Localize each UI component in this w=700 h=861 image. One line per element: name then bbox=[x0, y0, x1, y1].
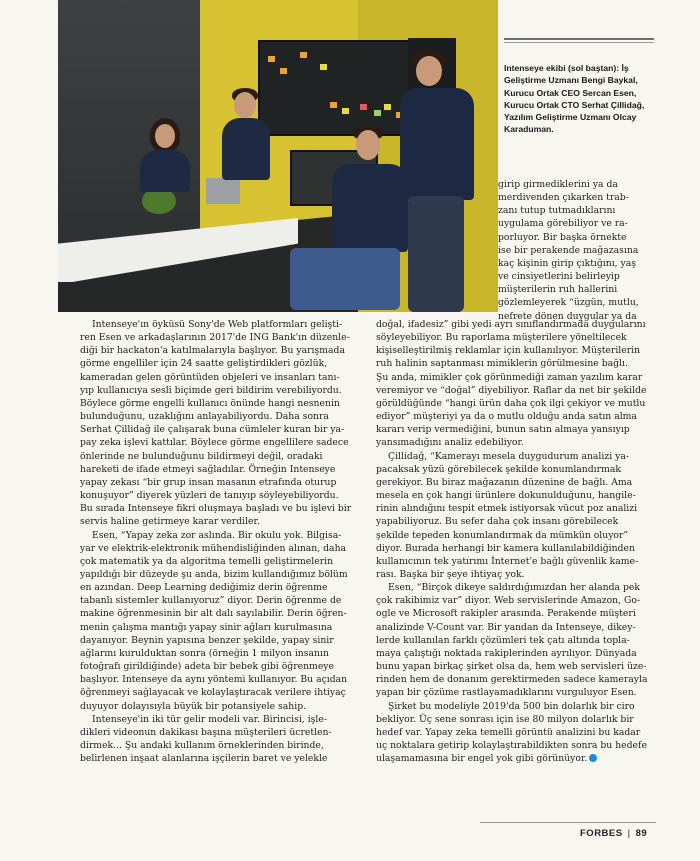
person-3-face bbox=[356, 130, 380, 160]
article-column-right bbox=[376, 318, 662, 765]
page-number: 89 bbox=[635, 828, 648, 839]
text-line: çok matematik ya da algoritma temelli geliştirmelerin bbox=[80, 555, 334, 567]
text-line: girip girmediklerini ya da bbox=[498, 179, 618, 190]
text-line: çok rakibimiz var” diyor. Web servislerinde Amazon, Go- bbox=[376, 595, 641, 607]
text-line: ren Esen ve arkadaşlarının 2017'de ING Bank'ın düzenle- bbox=[80, 332, 350, 344]
person-3-jeans bbox=[290, 248, 400, 310]
text-line: uç noktalara getirip kolaylaştırabildikten sonra bu hedefe bbox=[376, 740, 647, 751]
text-line: gözlemleyerek “üzgün, mutlu, bbox=[498, 297, 639, 309]
text-line: önlerinde ne bulunduğunu bildirmeyi değil, oradaki bbox=[80, 450, 323, 462]
text-line: porluyor. Bir başka örnekte bbox=[498, 231, 627, 243]
text-line: söyleyebiliyor. Bu raporlama müşterilere yöneltilecek bbox=[376, 332, 627, 344]
text-line: uygulama görebiliyor ve ra- bbox=[498, 218, 628, 230]
text-line: makine öğrenmesinin bir alt dalı sayılabilir. Derin öğren- bbox=[80, 608, 347, 620]
text-line: analizinde V-Count var. Bir yandan da Intenseye, dikey- bbox=[376, 621, 636, 633]
text-line: zanı tutup tutmadıklarını bbox=[498, 205, 616, 217]
text-line: başlıyor. Intenseye da aynı yöntemi kullanıyor. Bu açıdan bbox=[80, 674, 348, 686]
text-line: Şu anda, mimikler çok görünmediği zaman yazılım karar bbox=[376, 371, 643, 383]
text-line: duyuyor dolayısıyla büyük bir potansiyele sahip. bbox=[80, 700, 307, 712]
text-line: Böylece görme engelli kullanıcı önünde hangi nesnenin bbox=[80, 397, 340, 409]
text-line: yapay zekası “bir grup insan masanın etrafında oturup bbox=[80, 476, 337, 488]
article-column-right-top bbox=[498, 178, 662, 323]
text-line: yansımadığını analiz edebiliyor. bbox=[376, 437, 524, 449]
text-line: ağlarını kurulduktan sonra (örneğin 1 milyon insanın bbox=[80, 647, 329, 659]
text-line: Bu sırada Intenseye fikri oluşmaya başladı ve bu işlevi bir bbox=[80, 503, 352, 515]
kanban-board bbox=[258, 40, 410, 136]
person-4-face bbox=[416, 56, 442, 86]
text-line: ediyor” müşteriyi ya da o mutlu olduğu anda satın alma bbox=[376, 411, 637, 423]
text-line: müşterilerin ruh hallerini bbox=[498, 284, 618, 296]
text-line: diyor. Burada herhangi bir kamera kullanılabildiğinden bbox=[376, 542, 635, 554]
text-line: kişiselleştirilmiş reklamlar için kullanılıyor. Müşterilerin bbox=[376, 345, 641, 357]
text-line: Şirket bu modeliyle 2019'da 500 bin dolarlık bir ciro bbox=[388, 700, 635, 712]
end-of-article-icon bbox=[589, 754, 597, 762]
text-line: şekilde tepeden konumlandırmak da mümkün oluyor” bbox=[376, 529, 629, 541]
text-line: hedef var. Yapay zeka temelli görüntü analizini bu kadar bbox=[376, 726, 641, 738]
text-line: kameradan gelen görüntüden objeleri ve insanları tanı- bbox=[80, 371, 340, 383]
text-line: tabanlı sistemler kullanıyoruz” diyor. Derin öğrenme de bbox=[80, 595, 342, 607]
text-line: görme engelliler için 24 saatte geliştirdikleri gözlük, bbox=[80, 358, 328, 370]
text-line: Çillidağ, “Kamerayı mesela duygudurum analizi ya- bbox=[388, 450, 629, 462]
text-line: menin çalışma mantığı yapay sinir ağları kurulmasına bbox=[80, 621, 333, 633]
person-1-face bbox=[155, 124, 175, 148]
laptop bbox=[206, 178, 240, 204]
text-line: yapıldığı bir düzeyde şu anda, bizim kullandığımız bölüm bbox=[80, 568, 348, 580]
person-4-shirt bbox=[400, 88, 474, 200]
text-line: yar ve elektrik-elektronik mühendisliğinden alınan, daha bbox=[80, 542, 347, 554]
footer-rule bbox=[480, 822, 656, 823]
page-footer bbox=[580, 828, 647, 839]
text-line: maya çalıştığı noktada rakiplerinden ayrılıyor. Dünyada bbox=[376, 647, 637, 659]
text-line: öğrenmeyi sağlayacak ve kolaylaştıracak verilere ihtiyaç bbox=[80, 687, 346, 699]
text-line: ruh halinin saptanması mimiklerin görülmesine bağlı. bbox=[376, 358, 628, 370]
text-line: veremiyor ve “doğal” diyebiliyor. Raflar da net bir şekilde bbox=[376, 384, 647, 396]
text-line: pacaksak yüzü görebilecek şekilde konumlandırmak bbox=[376, 463, 621, 475]
text-line: gerekiyor. Bu biraz mağazanın düzenine de bağlı. Ama bbox=[376, 476, 633, 488]
text-line: ise bir perakende mağazasına bbox=[498, 244, 639, 256]
caption-rule-thin bbox=[504, 42, 654, 43]
text-line: rinin alındığını tespit etmek istiyorsak vücut poz analizi bbox=[376, 503, 638, 515]
text-line: Esen, “Birçok dikeye saldırdığımızdan her alanda pek bbox=[388, 582, 640, 594]
text-line: Esen, “Yapay zeka zor aslında. Bir okulu yok. Bilgisa- bbox=[92, 529, 342, 541]
text-line: Intenseye'ın öyküsü Sony'de Web platformları gelişti- bbox=[92, 319, 343, 330]
text-line: yapabiliyoruz. Bu sefer daha çok insanı görebilecek bbox=[376, 516, 619, 528]
text-line: Serhat Çillidağ ile çalışarak buna cümleler kuran bir ya- bbox=[80, 424, 345, 436]
text-line: bulunduğunu, uzaklığını anlayabiliyordu. Daha sonra bbox=[80, 411, 329, 423]
text-line: dikleri videonun dakikası başına müşterileri ücretlen- bbox=[80, 726, 332, 738]
text-line: dirmek... Şu andaki kullanım örneklerinden birinde, bbox=[80, 740, 324, 751]
text-line: nefrete dönen duygular ya da bbox=[498, 310, 637, 322]
text-line: rinden hem de donanım gerektirmeden sadece kamerayla bbox=[376, 674, 648, 686]
text-line: mesela en çok hangi ürünlere dokunulduğunu, hangile- bbox=[376, 490, 636, 502]
text-line: lerde kullanılan farklı çözümleri tek çatı altında topla- bbox=[376, 634, 630, 646]
text-line: yıp kullanıcıya sesli biçimde geri bildirim verebiliyordu. bbox=[80, 384, 342, 396]
caption-rule bbox=[504, 38, 654, 40]
text-line: ulaşamamasına bir engel yok gibi görünüyor. bbox=[376, 752, 662, 765]
text-line: kararı verip vermediğini, bunun satın almaya yansıyıp bbox=[376, 424, 630, 436]
text-line: hareketi de ifade etmeyi sağladılar. Örneğin Intenseye bbox=[80, 463, 336, 475]
footer-separator: | bbox=[627, 828, 631, 839]
text-line: kaç kişinin girip çıktığını, yaş bbox=[498, 257, 637, 269]
photo-caption: Intenseye ekibi (sol baştan): İş Geliştirme Uzmanı Bengi Baykal, Kurucu Ortak CEO Sercan Esen, Kurucu Ortak CTO Serhat Çillidağ, Yazılım Geliştirme Uzmanı Olcay Karaduman. bbox=[504, 63, 645, 135]
text-line: merdivenden çıkarken trab- bbox=[498, 192, 629, 204]
text-line: konuşuyor” diyerek yüzleri de tanıyıp söyleyebiliyordu. bbox=[80, 490, 339, 502]
person-3-shirt bbox=[332, 164, 408, 252]
text-line: ogle ve Microsoft rakipler arasında. Perakende müşteri bbox=[376, 608, 636, 620]
text-line: en azından. Deep Learning dediğimiz derin öğrenme bbox=[80, 582, 328, 594]
text-line: belirlenen inşaat alanlarına işçilerin baret ve yelekle bbox=[80, 753, 328, 765]
person-1-shirt bbox=[140, 150, 190, 192]
text-line: bunu yapan birkaç şirket olsa da, hem web servisleri üze- bbox=[376, 661, 647, 673]
person-2-shirt bbox=[222, 118, 270, 180]
text-line: bekliyor. Üç sene sonrası için ise 80 milyon dolarlık bir bbox=[376, 713, 634, 725]
text-line: kullanıcının tek yatırımı İnternet'e bağlı güvenlik kame- bbox=[376, 555, 639, 567]
team-photo bbox=[58, 0, 498, 312]
article-column-left bbox=[80, 318, 366, 765]
text-line: servis haline getirmeye karar verdiler. bbox=[80, 516, 260, 528]
footer-brand: FORBES bbox=[580, 828, 623, 839]
text-line: Intenseye'in iki tür gelir modeli var. Birincisi, işle- bbox=[92, 713, 327, 725]
text-line: ve cinsiyetlerini belirleyip bbox=[498, 271, 620, 283]
text-line: görüldüğünde “hangi ürün daha çok ilgi çekiyor ve mutlu bbox=[376, 397, 646, 409]
text-line: yapan bir çözüme rastlayamadıklarını vurguluyor Esen. bbox=[376, 687, 637, 699]
text-line: fotoğrafı girildiğinde) adeta bir bebek gibi öğrenmeye bbox=[80, 661, 334, 673]
person-2-face bbox=[234, 92, 256, 118]
text-line: rası. Başka bir şeye ihtiyaç yok. bbox=[376, 568, 525, 580]
person-4-trousers bbox=[408, 196, 464, 312]
text-line: diği bir hackaton'a katılmalarıyla başlıyor. Bu yarışmada bbox=[80, 345, 345, 357]
text-line: pay zeka işlevi kattılar. Böylece görme engellilere sadece bbox=[80, 437, 349, 449]
text-line: dayanıyor. Beynin yapısına benzer şekilde, yapay sinir bbox=[80, 634, 334, 646]
text-line: doğal, ifadesiz” gibi yedi ayrı sınıflandırmada duygularını bbox=[376, 319, 646, 330]
